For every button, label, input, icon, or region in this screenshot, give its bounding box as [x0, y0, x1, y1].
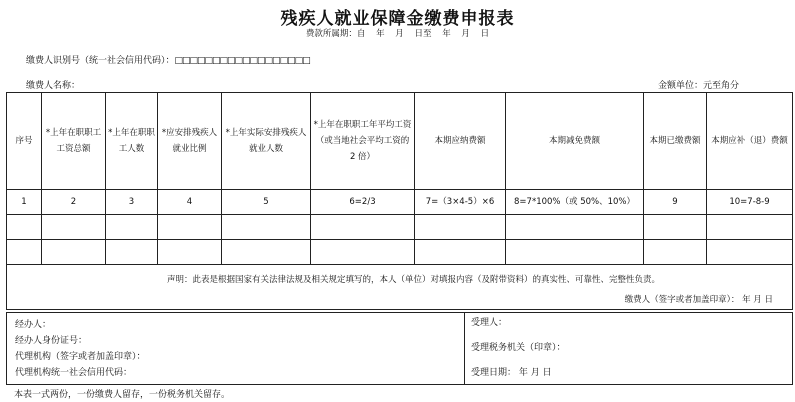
formula-cell: 10=7-8-9 — [707, 190, 793, 215]
declaration-text: 声明：此表是根据国家有关法律法规及相关规定填写的，本人（单位）对填报内容（及附带资料）的真实性、可靠性、完整性负责。 — [166, 275, 660, 285]
tax-office-field[interactable]: 受理税务机关（印章）： — [471, 343, 566, 353]
data-cell[interactable] — [506, 215, 644, 240]
col-header-payable: 本期应纳费额 — [415, 93, 506, 190]
col-header-staff-count: *上年在职职工人数 — [106, 93, 158, 190]
data-cell[interactable] — [707, 215, 793, 240]
data-cell[interactable] — [7, 240, 42, 265]
receiver-section — [465, 313, 793, 385]
col-header-average-wage: *上年在职职工年平均工资（或当地社会平均工资的 2 倍） — [311, 93, 415, 190]
data-cell[interactable] — [644, 215, 707, 240]
col-header-required-ratio: *应安排残疾人就业比例 — [158, 93, 222, 190]
data-cell[interactable] — [644, 240, 707, 265]
data-row — [7, 215, 793, 240]
formula-row — [7, 190, 793, 215]
taxpayer-id-row — [26, 53, 310, 66]
data-cell[interactable] — [222, 240, 311, 265]
col-header-wage-total: *上年在职职工工资总额 — [42, 93, 106, 190]
col-header-reduction: 本期减免费额 — [506, 93, 644, 190]
data-cell[interactable] — [415, 215, 506, 240]
taxpayer-id-label: 缴费人识别号（统一社会信用代码）： — [26, 56, 175, 66]
footer-note: 本表一式两份，一份缴费人留存，一份税务机关留存。 — [14, 390, 231, 400]
col-header-paid: 本期已缴费额 — [644, 93, 707, 190]
formula-cell: 2 — [42, 190, 106, 215]
data-cell[interactable] — [42, 240, 106, 265]
col-header-actual-disabled: *上年实际安排残疾人就业人数 — [222, 93, 311, 190]
data-cell[interactable] — [106, 215, 158, 240]
data-cell[interactable] — [222, 215, 311, 240]
formula-cell: 3 — [106, 190, 158, 215]
data-cell[interactable] — [106, 240, 158, 265]
formula-cell: 4 — [158, 190, 222, 215]
fee-period: 费款所属期：自 年 月 日至 年 月 日 — [305, 29, 490, 39]
agency-field[interactable]: 代理机构（签字或者加盖印章）： — [15, 352, 146, 362]
formula-cell: 6=2/3 — [311, 190, 415, 215]
formula-cell: 7=（3×4-5）×6 — [415, 190, 506, 215]
taxpayer-name-label: 缴费人名称： — [26, 81, 81, 91]
data-cell[interactable] — [415, 240, 506, 265]
data-cell[interactable] — [311, 215, 415, 240]
declaration-row — [7, 265, 793, 310]
signature-line[interactable]: 缴费人（签字或者加盖印章）： 年 月 日 — [624, 295, 773, 305]
handling-table — [6, 312, 793, 385]
data-cell[interactable] — [42, 215, 106, 240]
data-cell[interactable] — [707, 240, 793, 265]
data-row — [7, 240, 793, 265]
data-cell[interactable] — [158, 240, 222, 265]
declaration-cell — [7, 265, 793, 310]
taxpayer-id-boxes[interactable]: □□□□□□□□□□□□□□□□□□ — [174, 56, 310, 66]
receive-date-field[interactable]: 受理日期： 年 月 日 — [471, 368, 552, 378]
handler-field[interactable]: 经办人： — [15, 320, 52, 330]
data-cell[interactable] — [158, 215, 222, 240]
agent-section — [7, 313, 465, 385]
declaration-table — [6, 92, 793, 310]
data-cell[interactable] — [311, 240, 415, 265]
agency-code-field[interactable]: 代理机构统一社会信用代码： — [15, 368, 133, 378]
handler-id-field[interactable]: 经办人身份证号： — [15, 336, 88, 346]
amount-unit: 金额单位：元至角分 — [658, 81, 740, 91]
receiver-field[interactable]: 受理人： — [471, 318, 508, 328]
data-cell[interactable] — [506, 240, 644, 265]
formula-cell: 8=7*100%（或 50%、10%） — [506, 190, 644, 215]
header-row — [7, 93, 793, 190]
data-cell[interactable] — [7, 215, 42, 240]
form-title: 残疾人就业保障金缴费申报表 — [280, 9, 515, 29]
formula-cell: 1 — [7, 190, 42, 215]
col-header-index: 序号 — [7, 93, 42, 190]
col-header-supplement: 本期应补（退）费额 — [707, 93, 793, 190]
formula-cell: 9 — [644, 190, 707, 215]
formula-cell: 5 — [222, 190, 311, 215]
